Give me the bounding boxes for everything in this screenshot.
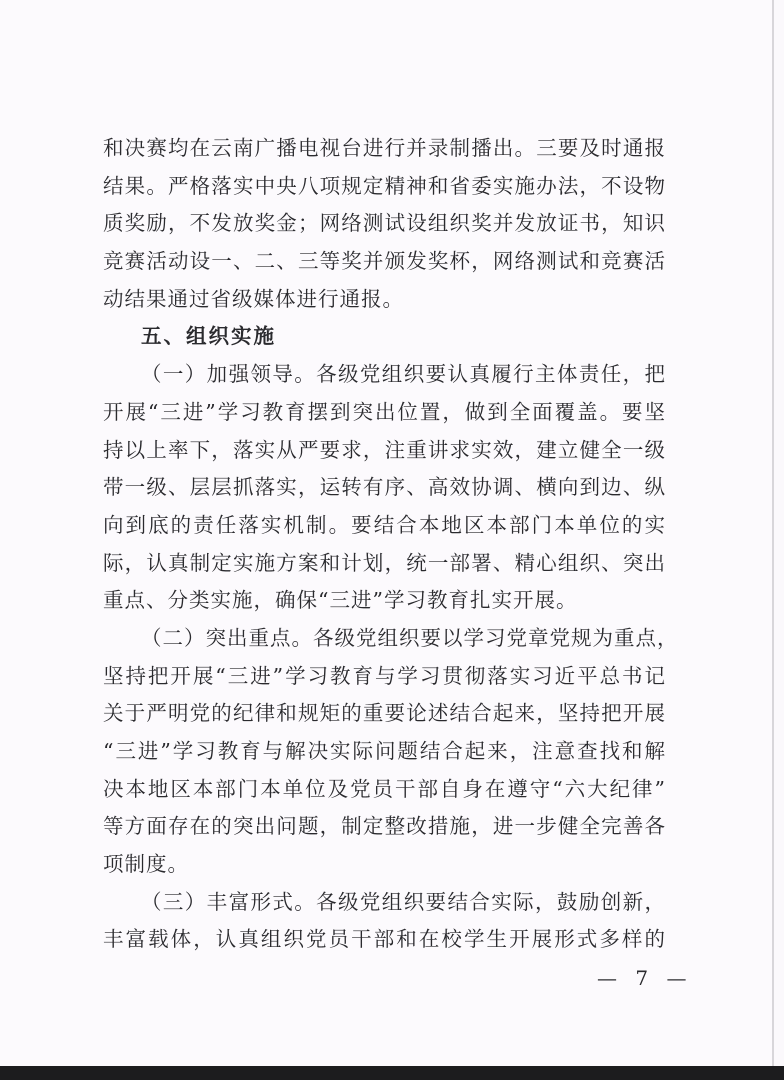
text-line: 等方面存在的突出问题，制定整改措施，进一步健全完善各 [103,814,666,839]
paragraph-start: （三）丰富形式。各级党组织要结合实际，鼓励创新， [141,889,666,914]
text-line: 和决赛均在云南广播电视台进行并录制播出。三要及时通报 [103,136,666,160]
text-line: 丰富载体，认真组织党员干部和在校学生开展形式多样的 [103,927,666,952]
page-number: — 7 — [597,966,693,990]
text-line: 带一级、层层抓落实，运转有序、高效协调、横向到边、纵 [103,475,666,500]
text-line: 向到底的责任落实机制。要结合本地区本部门本单位的实 [103,512,666,537]
text-line: 重点、分类实施，确保“三进”学习教育扎实开展。 [103,588,578,613]
text-line: “三进”学习教育与解决实际问题结合起来，注意查找和解 [103,739,666,763]
text-line: 质奖励，不发放奖金；网络测试设组织奖并发放证书，知识 [103,211,666,236]
body-text [103,133,679,962]
text-line: 项制度。 [103,852,189,877]
text-line: 结果。严格落实中央八项规定精神和省委实施办法，不设物 [103,173,666,198]
section-heading: 五、组织实施 [141,324,276,349]
scan-bottom-edge [0,1066,784,1080]
paragraph-start: （二）突出重点。各级党组织要以学习党章党规为重点， [141,625,679,650]
text-line: 际，认真制定实施方案和计划，统一部署、精心组织、突出 [103,550,666,575]
text-line: 持以上率下，落实从严要求，注重讲求实效，建立健全一级 [103,437,666,462]
text-line: 关于严明党的纪律和规矩的重要论述结合起来，坚持把开展 [103,701,666,726]
text-line: 决本地区本部门本单位及党员干部自身在遵守“六大纪律” [103,776,666,801]
paragraph-start: （一）加强领导。各级党组织要认真履行主体责任，把 [141,362,666,387]
text-line: 开展“三进”学习教育摆到突出位置，做到全面覆盖。要坚 [103,399,666,424]
text-line: 竞赛活动设一、二、三等奖并颁发奖杯，网络测试和竞赛活 [103,249,666,274]
text-line: 坚持把开展“三进”学习教育与学习贯彻落实习近平总书记 [103,663,666,688]
text-line: 动结果通过省级媒体进行通报。 [103,286,404,311]
